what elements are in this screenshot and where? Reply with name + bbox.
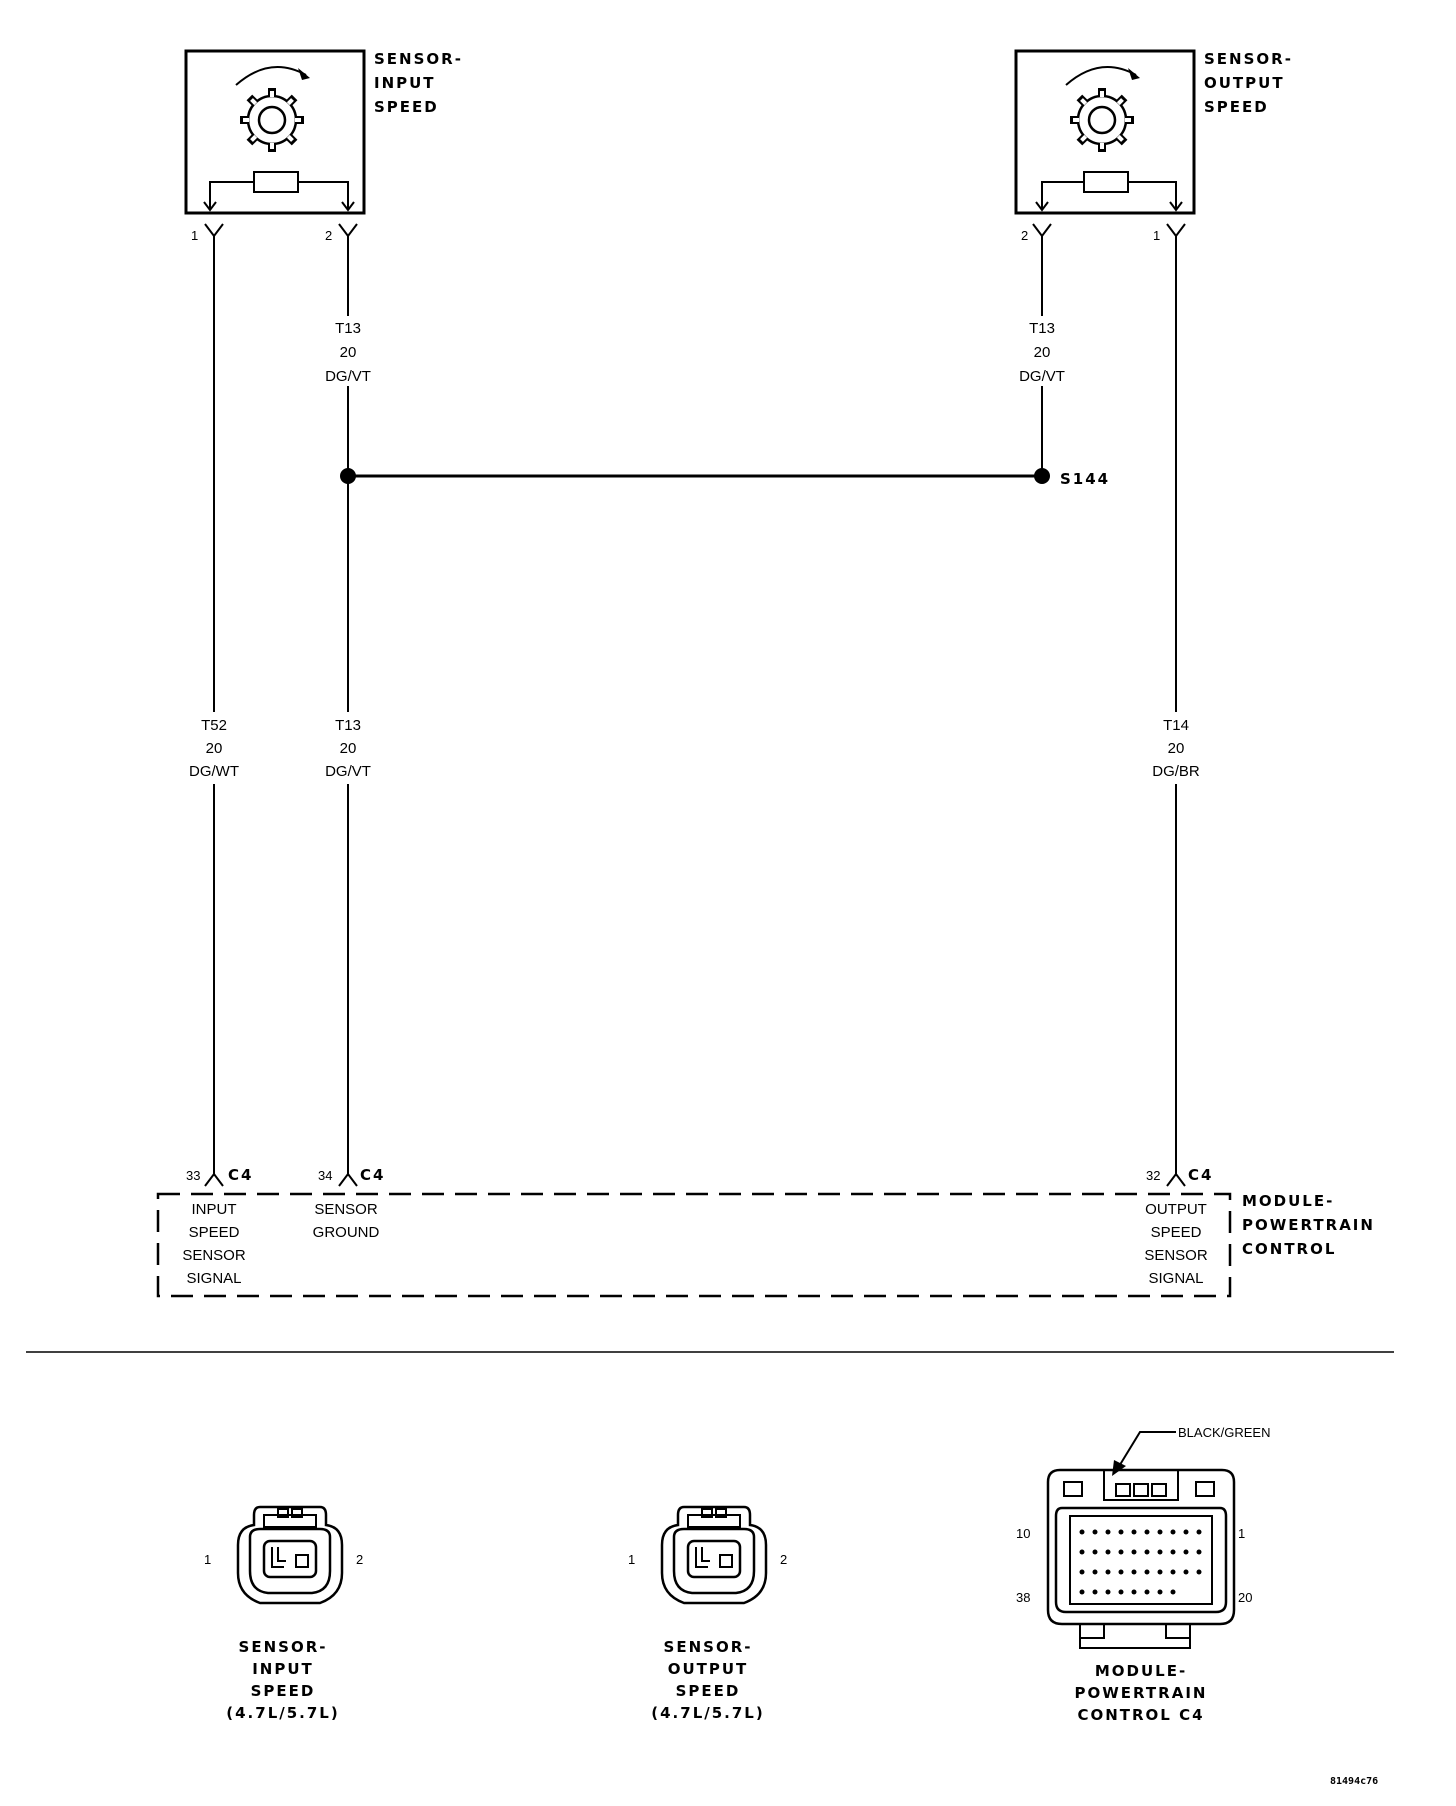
arrowhead-icon xyxy=(1112,1460,1126,1476)
pcm-connector-id: C4 xyxy=(1188,1166,1214,1184)
wire-label-t13-lower xyxy=(325,717,371,780)
terminal-icon xyxy=(205,224,223,236)
pin-label: 1 xyxy=(204,1552,212,1567)
connector-caption xyxy=(226,1638,339,1722)
sensor-input-title-2: INPUT xyxy=(374,74,436,92)
wire-gauge: 20 xyxy=(339,740,357,757)
wire-circuit: T13 xyxy=(335,717,361,734)
sensor-input-speed xyxy=(186,50,463,243)
wire-color: DG/VT xyxy=(1019,368,1065,385)
pcm-module xyxy=(158,1166,1375,1296)
arrowhead-icon xyxy=(1128,68,1140,80)
wire-label-input-upper xyxy=(325,320,371,385)
connector-caption xyxy=(1075,1662,1208,1724)
wire-color: DG/WT xyxy=(189,763,239,780)
caption-line: (4.7L/5.7L) xyxy=(226,1704,340,1722)
gear-icon xyxy=(240,88,304,152)
pcm-connector-id: C4 xyxy=(360,1166,386,1184)
pcm-title-2: POWERTRAIN xyxy=(1242,1216,1375,1234)
connector-plug-icon xyxy=(238,1507,342,1603)
connector-caption xyxy=(651,1638,764,1722)
caption-line: (4.7L/5.7L) xyxy=(651,1704,765,1722)
wire-circuit: T14 xyxy=(1163,717,1189,734)
caption-line: OUTPUT xyxy=(667,1660,749,1678)
pin-func-line: SENSOR xyxy=(182,1247,246,1264)
connector-output-speed xyxy=(628,1507,787,1722)
pin-func-line: OUTPUT xyxy=(1145,1201,1207,1218)
wire-gauge: 20 xyxy=(205,740,223,757)
sensor-input-title-3: SPEED xyxy=(374,98,439,116)
caption-line: SPEED xyxy=(675,1682,741,1700)
pin-func-line: SIGNAL xyxy=(1148,1270,1204,1287)
connector-color-label: BLACK/GREEN xyxy=(1178,1425,1271,1440)
wire-gauge: 20 xyxy=(1033,344,1051,361)
pcm-pin-function xyxy=(1144,1201,1208,1287)
sensor-output-speed xyxy=(1016,50,1293,243)
sensor-output-title-1: SENSOR- xyxy=(1204,50,1293,68)
pin-label: 10 xyxy=(1016,1526,1031,1541)
caption-line: MODULE- xyxy=(1094,1662,1188,1680)
pin-func-line: SENSOR xyxy=(314,1201,378,1218)
pin-label: 1 xyxy=(1238,1526,1246,1541)
wire-circuit: T52 xyxy=(201,717,227,734)
figure-id: 81494c76 xyxy=(1330,1776,1379,1787)
caption-line: SENSOR- xyxy=(238,1638,328,1656)
connector-plug-icon xyxy=(662,1507,766,1603)
pcm-c4-plug-icon xyxy=(1048,1470,1234,1648)
pin-label: 1 xyxy=(1153,228,1161,243)
wire-label-t52 xyxy=(189,717,239,780)
pin-func-line: SPEED xyxy=(188,1224,240,1241)
pin-label: 2 xyxy=(780,1552,788,1567)
sensor-output-title-3: SPEED xyxy=(1204,98,1269,116)
wire-circuit: T13 xyxy=(335,320,361,337)
pcm-pin-function xyxy=(182,1201,246,1287)
terminal-icon xyxy=(1033,224,1051,236)
wire-label-output-upper xyxy=(1019,320,1065,385)
wire-circuit: T13 xyxy=(1029,320,1055,337)
pin-func-line: SENSOR xyxy=(1144,1247,1208,1264)
sensor-output-title-2: OUTPUT xyxy=(1204,74,1285,92)
connector-pcm-c4 xyxy=(1016,1425,1270,1724)
terminal-icon xyxy=(339,224,357,236)
pin-label: 2 xyxy=(325,228,333,243)
splice-label: S144 xyxy=(1060,470,1111,488)
pin-label: 2 xyxy=(356,1552,364,1567)
pcm-title-1: MODULE- xyxy=(1242,1192,1335,1210)
pin-func-line: GROUND xyxy=(312,1224,380,1241)
wire-label-t14 xyxy=(1152,717,1200,780)
caption-line: SPEED xyxy=(250,1682,316,1700)
caption-line: POWERTRAIN xyxy=(1074,1684,1208,1702)
pcm-connector-id: C4 xyxy=(228,1166,254,1184)
caption-line: INPUT xyxy=(252,1660,314,1678)
wire-color: DG/VT xyxy=(325,763,371,780)
rotation-arrow-icon xyxy=(1066,67,1136,85)
caption-line: CONTROL C4 xyxy=(1077,1706,1205,1724)
pin-label: 2 xyxy=(1021,228,1029,243)
pcm-c4-cavities xyxy=(1080,1530,1202,1595)
connector-input-speed xyxy=(204,1507,363,1722)
pcm-pin-number: 33 xyxy=(186,1168,201,1183)
wire-color: DG/VT xyxy=(325,368,371,385)
pin-label: 38 xyxy=(1016,1590,1031,1605)
resistor-icon xyxy=(1036,172,1182,210)
caption-line: SENSOR- xyxy=(663,1638,753,1656)
leader-arrow-icon xyxy=(1118,1432,1176,1468)
sensor-input-title-1: SENSOR- xyxy=(374,50,463,68)
pcm-pin-function xyxy=(313,1201,380,1241)
terminal-icon xyxy=(1167,224,1185,236)
splice-dot-s144 xyxy=(1034,468,1050,484)
wire-gauge: 20 xyxy=(1167,740,1185,757)
splice-dot xyxy=(340,468,356,484)
pin-label: 1 xyxy=(191,228,199,243)
pin-label: 1 xyxy=(628,1552,636,1567)
pcm-title-3: CONTROL xyxy=(1242,1240,1337,1258)
pcm-pin-number: 34 xyxy=(318,1168,333,1183)
wire-color: DG/BR xyxy=(1152,763,1200,780)
pin-func-line: INPUT xyxy=(191,1201,237,1218)
rotation-arrow-icon xyxy=(236,67,306,85)
pin-label: 20 xyxy=(1238,1590,1253,1605)
arrowhead-icon xyxy=(298,68,310,80)
pin-func-line: SPEED xyxy=(1150,1224,1202,1241)
wire-gauge: 20 xyxy=(339,344,357,361)
pin-func-line: SIGNAL xyxy=(186,1270,242,1287)
resistor-icon xyxy=(204,172,354,210)
pcm-pin-number: 32 xyxy=(1146,1168,1161,1183)
gear-icon xyxy=(1070,88,1134,152)
